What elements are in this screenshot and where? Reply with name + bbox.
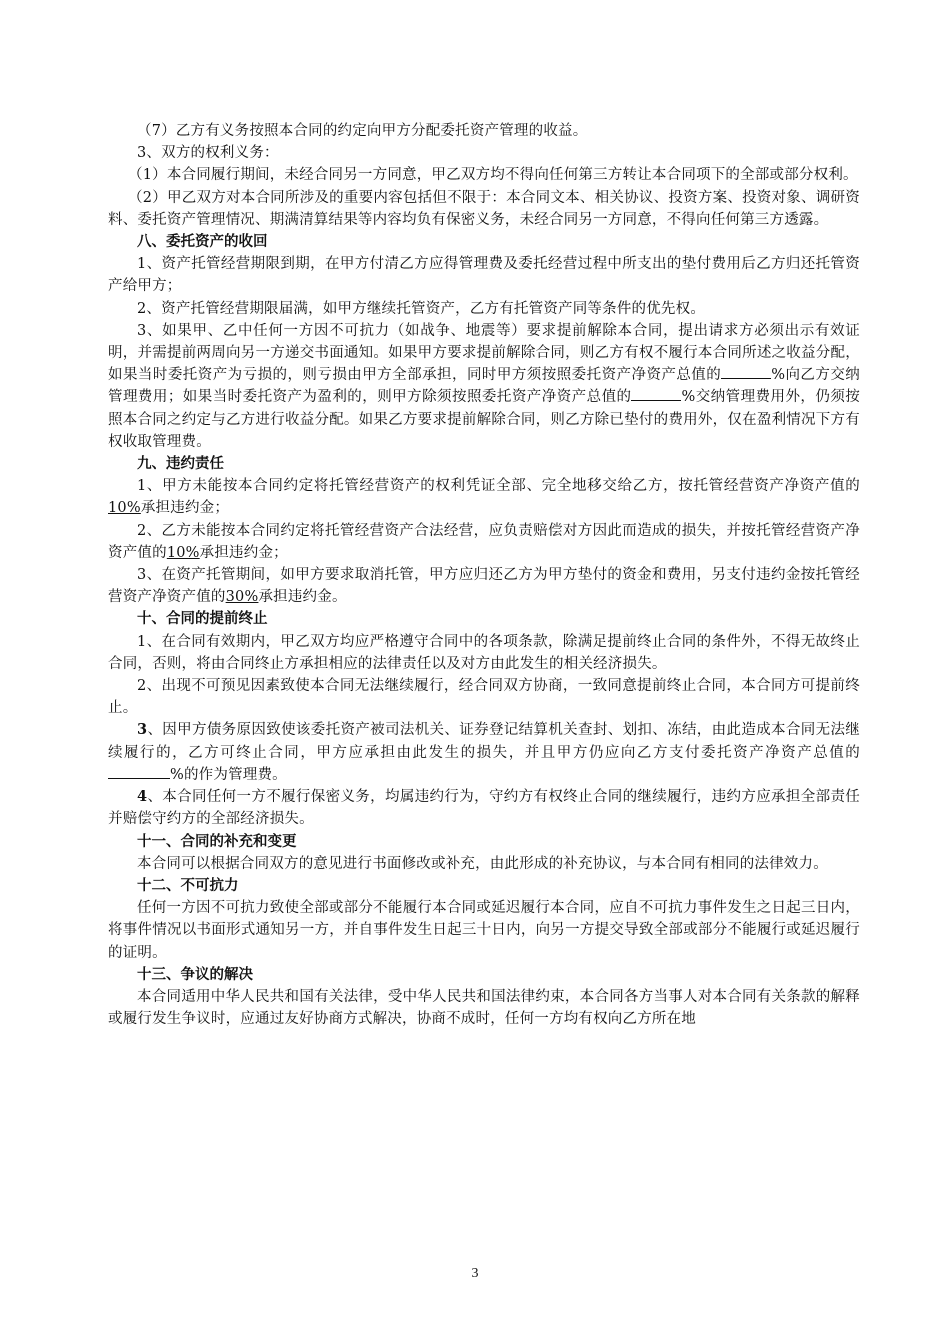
- clause-10-3-part-a: 、因甲方债务原因致使该委托资产被司法机关、证券登记结算机关查封、划扣、冻结，由此造成本合同无法继续履行的，乙方可终止合同，甲方应承担由此发生的损失，并且甲方仍应向乙方支付委托资产净资产总值的: [108, 722, 860, 761]
- clause-9-3-part-b: 承担违约金。: [258, 589, 347, 606]
- clause-10-4-number: 4: [137, 788, 148, 806]
- blank-field: [631, 386, 681, 401]
- blank-field: [108, 764, 170, 779]
- clause-9-1-part-b: 承担违约金；: [140, 500, 230, 517]
- clause-3-2: （2）甲乙双方对本合同所涉及的重要内容包括但不限于：本合同文本、相关协议、投资方案、投资对象、调研资料、委托资产管理情况、期满清算结果等内容均负有保密义务，未经合同另一方同意，不得向任何第三方透露。: [108, 189, 860, 228]
- blank-field: [721, 364, 771, 379]
- clause-9-3-part-a: 3、在资产托管期间，如甲方要求取消托管，甲方应归还乙方为甲方垫付的资金和费用，另支付违约金按托管经营资产净资产值的: [108, 567, 860, 606]
- clause-10-2: 2、出现不可预见因素致使本合同无法继续履行，经合同双方协商，一致同意提前终止合同，本合同方可提前终止。: [108, 678, 860, 717]
- section-13-heading: 十三、争议的解决: [137, 966, 253, 983]
- clause-10-1: 1、在合同有效期内，甲乙双方均应严格遵守合同中的各项条款，除满足提前终止合同的条件外，不得无故终止合同，否则，将由合同终止方承担相应的法律责任以及对方由此发生的相关经济损失。: [108, 633, 860, 672]
- clause-11-1: 本合同可以根据合同双方的意见进行书面修改或补充，由此形成的补充协议，与本合同有相同的法律效力。: [137, 855, 828, 872]
- clause-8-3: [108, 320, 860, 453]
- clause-8-3-part-c: %交纳管理费用外，仍须按照本合同之约定与乙方进行收益分配。如果乙方要求提前解除合同，则乙方除已垫付的费用外，仅在盈利情况下方有权收取管理费。: [108, 389, 860, 450]
- clause-3-heading: 3、双方的权利义务：: [137, 145, 279, 162]
- clause-10-3: [108, 719, 860, 786]
- section-10-heading: 十、合同的提前终止: [137, 611, 268, 628]
- section-8-heading: 八、委托资产的收回: [137, 234, 268, 251]
- clause-10-4-part-a: 、本合同任何一方不履行保密义务，均属违约行为，守约方有权终止合同的继续履行，违约方应承担全部责任并赔偿守约方的全部经济损失。: [108, 789, 860, 828]
- clause-10-4: [108, 786, 860, 830]
- clause-12-1: 任何一方因不可抗力致使全部或部分不能履行本合同或延迟履行本合同，应自不可抗力事件发生之日起三日内，将事件情况以书面形式通知另一方，并自事件发生日起三十日内，向另一方提交导致全部或部分不能履行或延迟履行的证明。: [108, 900, 860, 961]
- section-11-heading: 十一、合同的补充和变更: [137, 833, 297, 850]
- clause-9-1-part-a: 1、甲方未能按本合同约定将托管经营资产的权利凭证全部、完全地移交给乙方，按托管经营资产净资产值的: [137, 478, 860, 495]
- clause-3-1: （1）本合同履行期间，未经合同另一方同意，甲乙双方均不得向任何第三方转让本合同项下的全部或部分权利。: [128, 167, 858, 184]
- clause-8-2: 2、资产托管经营期限届满，如甲方继续托管资产，乙方有托管资产同等条件的优先权。: [137, 300, 706, 317]
- clause-8-3-part-b: %向乙方交纳管理费用；如果当时委托资产为盈利的，则甲方除须按照委托资产净资产总值的: [108, 367, 860, 406]
- clause-9-2-part-b: 承担违约金；: [199, 544, 288, 561]
- clause-9-2-part-a: 2、乙方未能按本合同约定将托管经营资产合法经营，应负责赔偿对方因此而造成的损失，并按托管经营资产净资产值的: [108, 522, 860, 561]
- clause-9-3-rate: 30%: [225, 589, 259, 606]
- clause-9-1-rate: 10%: [108, 500, 141, 517]
- clause-10-3-number: 3: [137, 721, 148, 739]
- clause-8-3-part-a: 3、如果甲、乙中任何一方因不可抗力（如战争、地震等）要求提前解除本合同，提出请求方必须出示有效证明，并需提前两周向另一方递交书面通知。如果甲方要求提前解除合同，则乙方有权不履行本合同所述之收益分配，如果当时委托资产为亏损的，则亏损由甲方全部承担，同时甲方须按照委托资产净资产总值的: [108, 322, 860, 384]
- clause-8-1: 1、资产托管经营期限到期，在甲方付清乙方应得管理费及委托经营过程中所支出的垫付费用后乙方归还托管资产给甲方；: [108, 256, 860, 295]
- clause-9-1: [108, 475, 860, 519]
- page-number: 3: [471, 1266, 479, 1281]
- document-page: [108, 120, 860, 1030]
- clause-9-2: [108, 520, 860, 564]
- clause-13-1: 本合同适用中华人民共和国有关法律，受中华人民共和国法律约束，本合同各方当事人对本合同有关条款的解释或履行发生争议时，应通过友好协商方式解决，协商不成时，任何一方均有权向乙方所在地: [108, 988, 860, 1028]
- clause-9-2-rate: 10%: [166, 544, 200, 561]
- clause-10-3-part-b: %的作为管理费。: [170, 766, 287, 783]
- clause-7-7: （7）乙方有义务按照本合同的约定向甲方分配委托资产管理的收益。: [137, 123, 588, 139]
- clause-9-3: [108, 564, 860, 608]
- section-9-heading: 九、违约责任: [137, 456, 224, 473]
- section-12-heading: 十二、不可抗力: [137, 877, 239, 894]
